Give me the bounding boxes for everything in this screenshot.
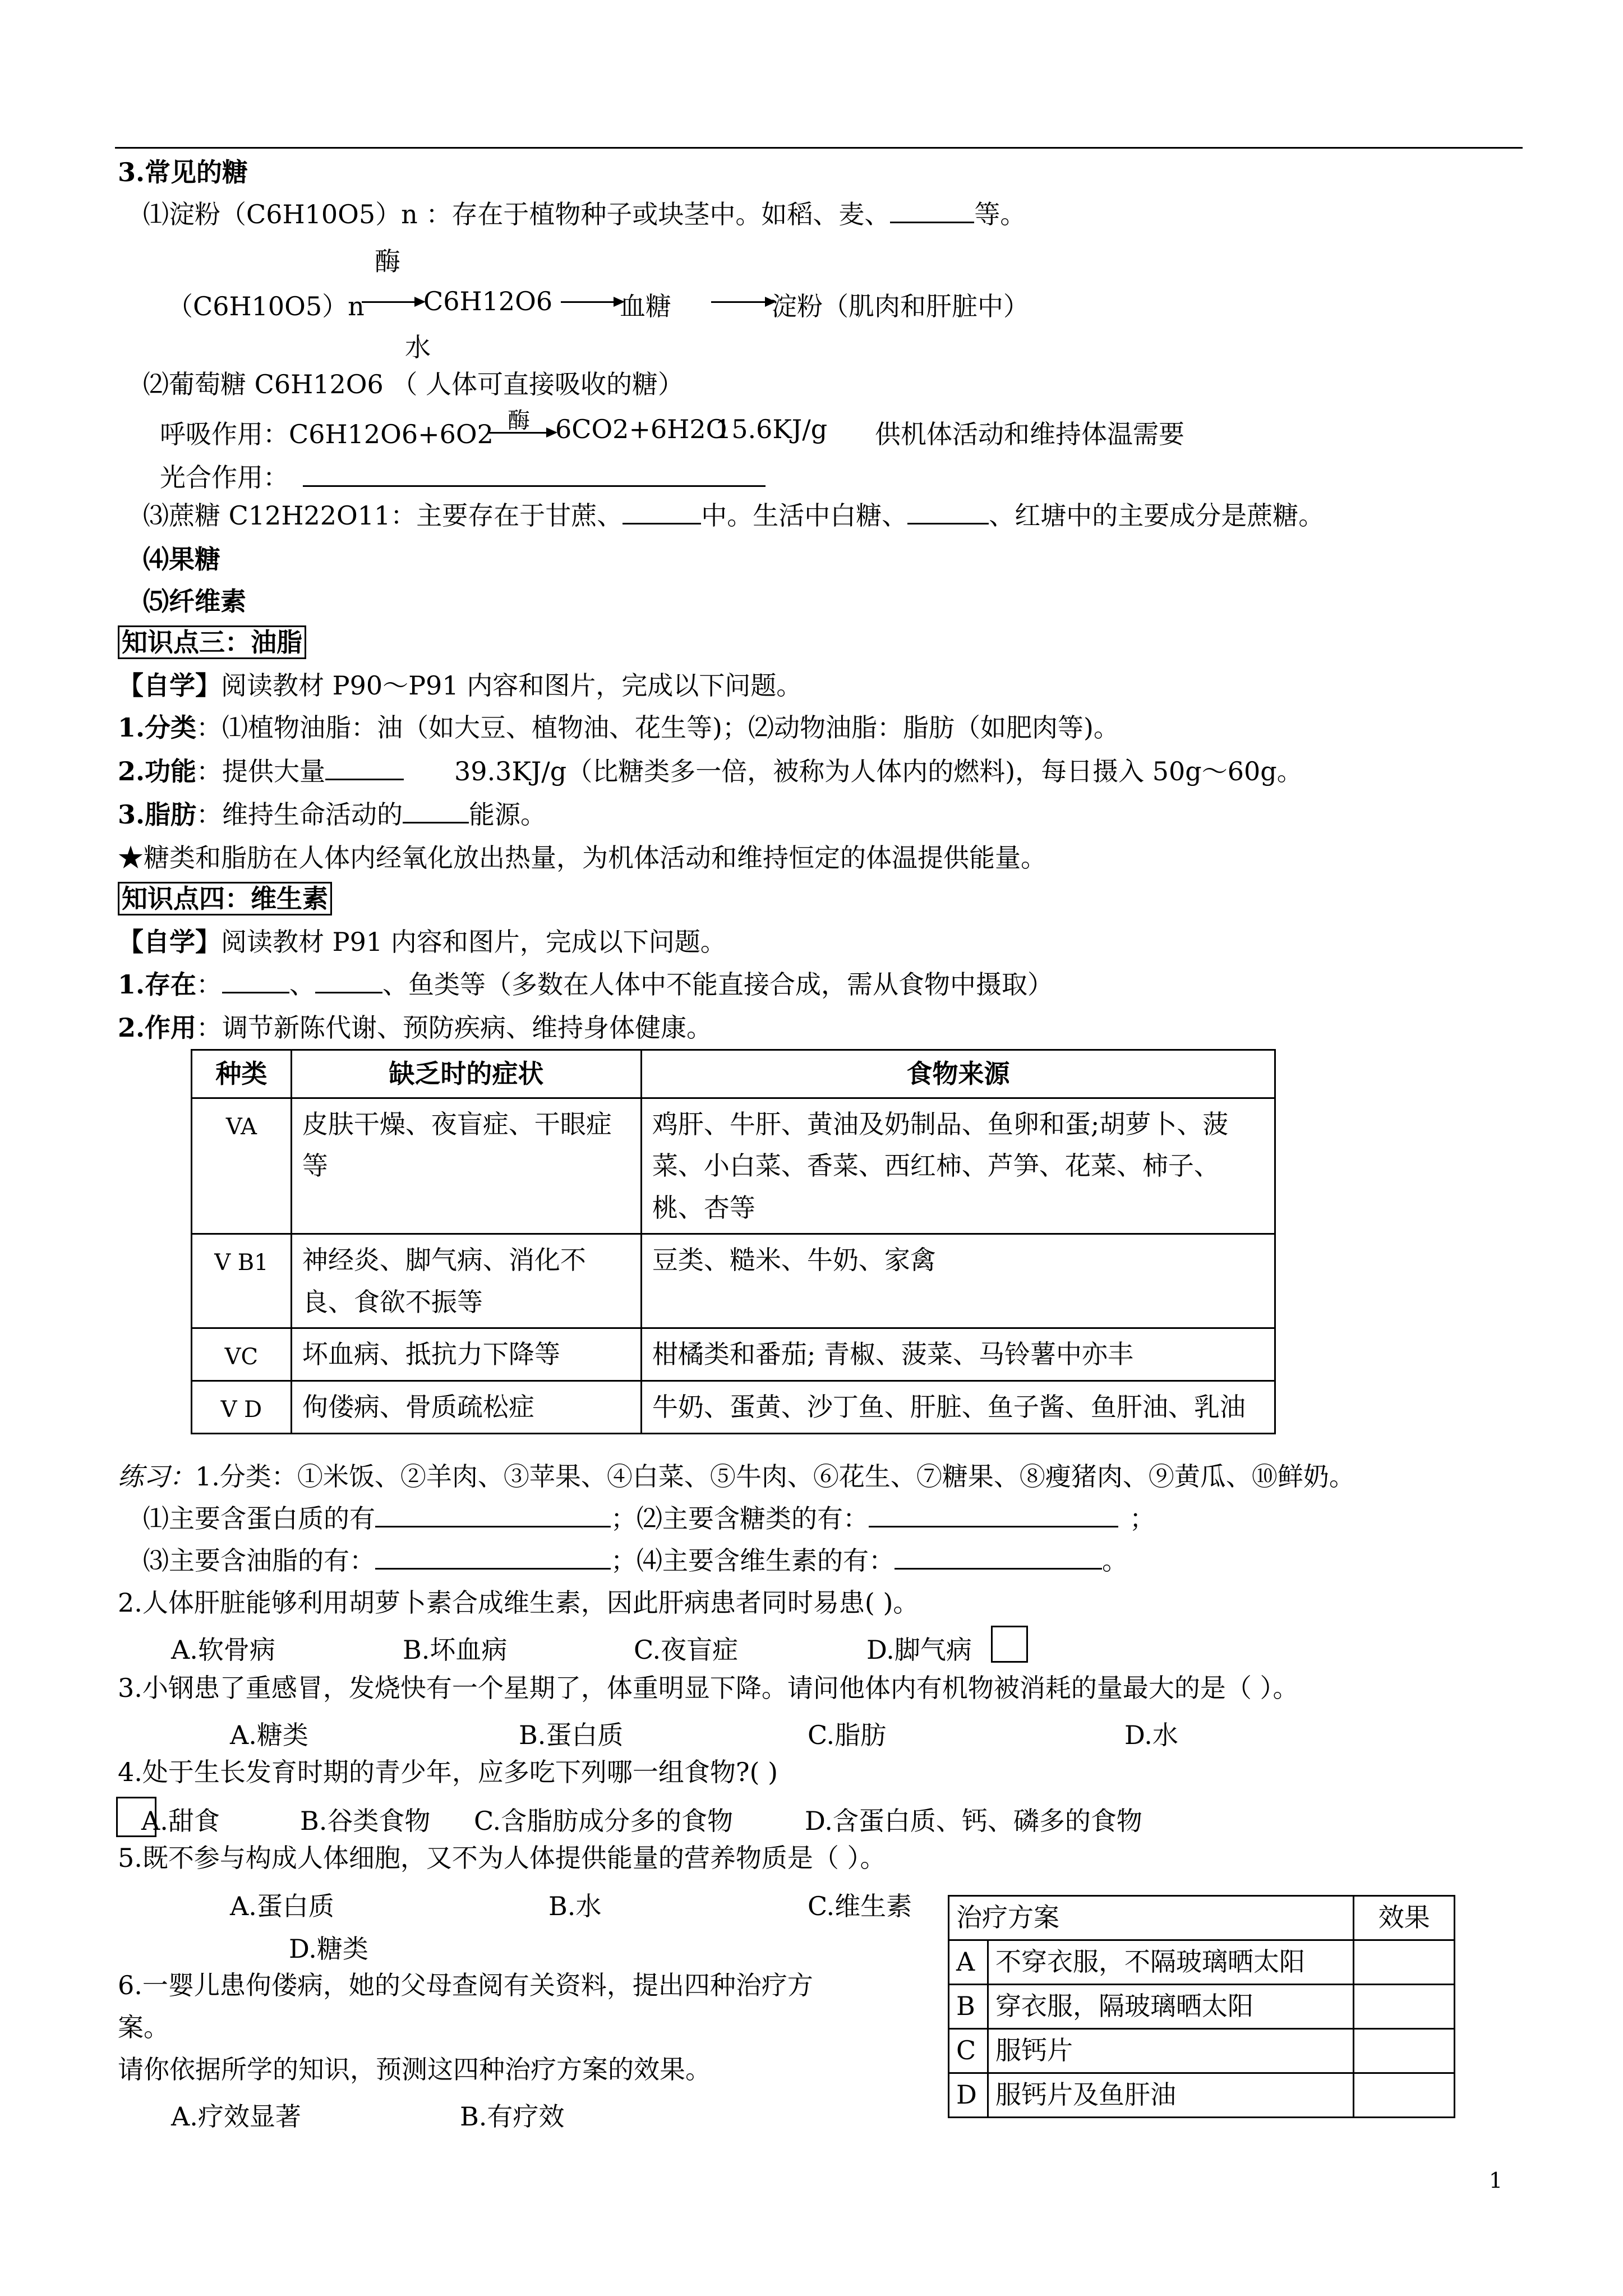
q4-option-b[interactable]: B.谷类食物 [300,1806,431,1836]
vitamin-title [118,884,332,914]
reaction-enzyme-label: 酶 [375,246,400,277]
treatment-key: B [949,1985,988,2029]
vitamin-symptom: 神经炎、脚气病、消化不良、食欲不振等 [291,1234,641,1328]
practice-q1-row2 [143,1545,1128,1576]
q1-protein-blank[interactable] [375,1503,611,1527]
fat-store-b: 能源。 [469,799,547,830]
practice-q1-text: 1.分类：①米饭、②羊肉、③苹果、④白菜、⑤牛肉、⑥花生、⑦糖果、⑧瘦猪肉、⑨黄瓜、⑩鲜奶。 [195,1461,1355,1492]
treatment-plan: 不穿衣服，不隔玻璃晒太阳 [988,1940,1354,1985]
practice-q1-row1 [143,1503,1155,1534]
practice-label: 练习： [118,1461,195,1492]
fat-function [118,756,1303,787]
treatment-key: A [949,1940,988,1985]
reaction-water-label: 水 [405,332,431,362]
vitamin-table [191,1049,1276,1434]
vitamin-selfstudy-text: 阅读教材 P91 内容和图片，完成以下问题。 [221,927,726,957]
vitamin-exist-blank-1[interactable] [222,969,289,993]
treatment-key: C [949,2029,988,2073]
respiration-enzyme: 酶 [508,408,530,434]
sucrose-text: ⑶蔗糖 C12H22O11：主要存在于甘蔗、 [143,500,623,531]
header-source: 食物来源 [641,1050,1275,1098]
table-row [949,1985,1455,2029]
fat-selfstudy [118,670,802,701]
vitamin-role [118,1013,712,1043]
practice-q1 [118,1461,1355,1492]
starch-line [143,199,1026,230]
vitamin-kind: VC [192,1328,292,1381]
table-row [192,1328,1275,1381]
vitamin-source: 牛奶、蛋黄、沙丁鱼、肝脏、鱼子酱、鱼肝油、乳油 [641,1381,1275,1433]
fat-store [118,799,546,830]
vitamin-symptom: 皮肤干燥、夜盲症、干眼症等 [291,1098,641,1234]
page-number: 1 [1489,2168,1503,2193]
reaction-arrow-1 [362,301,423,303]
vitamin-kind: VA [192,1098,292,1234]
q5-option-b[interactable]: B.水 [548,1891,602,1921]
q2-option-b[interactable]: B.坏血病 [403,1635,508,1665]
fat-function-blank[interactable] [325,756,404,780]
reaction-glycogen: 淀粉（肌肉和肝脏中） [771,291,1029,321]
treatment-effect-cell[interactable] [1354,2029,1455,2073]
treatment-plan: 穿衣服，隔玻璃晒太阳 [988,1985,1354,2029]
q2-answer-box[interactable] [991,1626,1028,1663]
practice-q2: 2.人体肝脏能够利用胡萝卜素合成维生素，因此肝病患者同时易患( )。 [118,1588,919,1618]
treatment-header-effect: 效果 [1354,1896,1455,1940]
vitamin-symptom: 佝偻病、骨质疏松症 [291,1381,641,1433]
vitamin-title-box: 知识点四：维生素 [118,882,332,915]
respiration-arrow [488,432,555,434]
q1-row1-semicolon: ； [1129,1503,1155,1534]
respiration-use: 供机体活动和维持体温需要 [875,419,1184,449]
q1-fat-label: ⑶主要含油脂的有： [143,1545,375,1576]
q3-option-b[interactable]: B.蛋白质 [519,1720,624,1750]
fat-selfstudy-text: 阅读教材 P90～P91 内容和图片，完成以下问题。 [221,670,803,701]
treatment-table-header [949,1896,1455,1940]
practice-q3: 3.小钢患了重感冒，发烧快有一个星期了，体重明显下降。请问他体内有机物被消耗的量最大的是（ ）。 [118,1673,1299,1703]
table-row [949,2073,1455,2118]
vitamin-exist [118,969,1053,1000]
treatment-effect-cell[interactable] [1354,2073,1455,2118]
vitamin-exist-blank-2[interactable] [315,969,382,993]
treatment-plan: 服钙片 [988,2029,1354,2073]
practice-q6-c: 请你依据所学的知识，预测这四种治疗方案的效果。 [118,2054,711,2085]
treatment-plan: 服钙片及鱼肝油 [988,2073,1354,2118]
vitamin-selfstudy [118,927,726,958]
q3-option-a[interactable]: A.糖类 [230,1720,308,1750]
q1-sugar-label: ；⑵主要含糖类的有： [611,1503,869,1534]
fat-selfstudy-label: 【自学】 [118,670,221,701]
reaction-glucose: C6H12O6 [423,286,553,316]
q2-option-a[interactable]: A.软骨病 [171,1635,275,1665]
starch-blank[interactable] [890,199,974,223]
header-symptom: 缺乏时的症状 [291,1050,641,1098]
vitamin-exist-label: 1.存在 [118,969,197,1000]
q1-vitamin-label: ；⑷主要含维生素的有： [611,1545,895,1576]
vitamin-selfstudy-label: 【自学】 [118,927,221,957]
treatment-header-plan: 治疗方案 [949,1896,1354,1940]
table-row [949,2029,1455,2073]
vitamin-source: 柑橘类和番茄; 青椒、菠菜、马铃薯中亦丰 [641,1328,1275,1381]
star-note: ★糖类和脂肪在人体内经氧化放出热量，为机体活动和维持恒定的体温提供能量。 [118,843,1046,873]
treatment-effect-cell[interactable] [1354,1940,1455,1985]
practice-q6-b: 案。 [118,2012,169,2042]
starch-end: 等。 [974,199,1026,229]
q1-row2-period: 。 [1102,1545,1128,1576]
vitamin-kind: V B1 [192,1234,292,1328]
fat-function-a: ：提供大量 [196,756,326,786]
fat-classify [118,712,1119,743]
q2-option-c[interactable]: C.夜盲症 [634,1635,739,1665]
q1-sugar-blank[interactable] [869,1503,1118,1527]
q6-option-b[interactable]: B.有疗效 [460,2101,565,2132]
sugar-heading: 3.常见的糖 [118,157,248,187]
respiration-text: 呼吸作用：C6H12O6+6O2 [160,419,494,449]
cellulose: ⑸纤维素 [143,586,246,616]
q1-vitamin-blank[interactable] [895,1545,1102,1570]
q4-option-c[interactable]: C.含脂肪成分多的食物 [474,1806,734,1836]
respiration-energy: 15.6KJ/g [715,414,828,444]
sucrose-blank-1[interactable] [623,500,701,524]
respiration-products: 6CO2+6H2O [555,414,727,444]
q5-option-c[interactable]: C.维生素 [808,1891,912,1921]
photosynthesis-label: 光合作用： [160,462,289,493]
sucrose-mid-1: 中。生活中白糖、 [701,500,908,531]
vitamin-role-label: 2.作用 [118,1013,197,1043]
q5-option-a[interactable]: A.蛋白质 [230,1891,334,1921]
fat-title [118,627,306,658]
vitamin-exist-colon: ： [196,969,223,1000]
q2-option-d[interactable]: D.脚气病 [866,1635,972,1665]
q1-protein-label: ⑴主要含蛋白质的有 [143,1503,375,1534]
table-row [192,1381,1275,1433]
starch-text: ⑴淀粉（C6H10O5）n ：存在于植物种子或块茎中。如稻、麦、 [143,199,891,229]
q6-option-a[interactable]: A.疗效显著 [171,2101,301,2132]
vitamin-symptom: 坏血病、抵抗力下降等 [291,1328,641,1381]
treatment-effect-cell[interactable] [1354,1985,1455,2029]
vitamin-role-text: ：调节新陈代谢、预防疾病、维持身体健康。 [196,1013,713,1043]
fat-classify-label: 1.分类 [118,712,197,743]
glucose-line: ⑵葡萄糖 C6H12O6 （ 人体可直接吸收的糖） [143,369,684,399]
q3-option-d[interactable]: D.水 [1124,1720,1178,1750]
fat-title-box: 知识点三：油脂 [118,625,306,659]
table-row [192,1234,1275,1328]
practice-q5: 5.既不参与构成人体细胞，又不为人体提供能量的营养物质是（ ）。 [118,1843,886,1873]
photosynthesis-blank[interactable] [303,457,766,487]
vitamin-kind: V D [192,1381,292,1433]
sucrose-blank-2[interactable] [907,500,989,524]
vitamin-exist-b: 、鱼类等（多数在人体中不能直接合成，需从食物中摄取） [382,969,1054,1000]
sucrose-line [143,500,1324,531]
treatment-key: D [949,2073,988,2118]
vitamin-source: 豆类、糙米、牛奶、家禽 [641,1234,1275,1328]
header-kind: 种类 [192,1050,292,1098]
fat-function-b: 39.3KJ/g（比糖类多一倍，被称为人体内的燃料)，每日摄入 50g～60g。 [454,756,1303,786]
q4-option-d[interactable]: D.含蛋白质、钙、磷多的食物 [805,1806,1142,1836]
fat-store-a: ：维持生命活动的 [196,799,403,830]
fat-classify-text: ：⑴植物油脂：油（如大豆、植物油、花生等)；⑵动物油脂：脂肪（如肥肉等)。 [196,712,1119,743]
vitamin-table-header [192,1050,1275,1098]
vitamin-source: 鸡肝、牛肝、黄油及奶制品、鱼卵和蛋;胡萝卜、菠菜、小白菜、香菜、西红柿、芦笋、花菜、柿子、桃、杏等 [641,1098,1275,1234]
reaction-starch: （C6H10O5）n [167,291,365,321]
q1-fat-blank[interactable] [375,1545,611,1570]
header-rule [115,147,1523,149]
fat-function-label: 2.功能 [118,756,197,786]
fructose: ⑷果糖 [143,544,220,574]
practice-q4: 4.处于生长发育时期的青少年，应多吃下列哪一组食物?( ) [118,1757,778,1787]
q5-option-d[interactable]: D.糖类 [289,1934,368,1964]
fat-store-label: 3.脂肪 [118,799,197,830]
vitamin-exist-sep: 、 [289,969,316,1000]
practice-q6-a: 6.一婴儿患佝偻病，她的父母查阅有关资料，提出四种治疗方 [118,1970,813,2000]
reaction-arrow-2 [561,301,623,303]
q3-option-c[interactable]: C.脂肪 [808,1720,887,1750]
q4-option-a[interactable]: A.甜食 [141,1806,220,1836]
table-row [949,1940,1455,1985]
table-row [192,1098,1275,1234]
treatment-table [948,1895,1455,2118]
reaction-blood-sugar: 血糖 [620,291,671,321]
sucrose-mid-2: 、红塘中的主要成分是蔗糖。 [989,500,1325,531]
reaction-arrow-3 [711,301,774,303]
fat-store-blank[interactable] [403,799,469,823]
